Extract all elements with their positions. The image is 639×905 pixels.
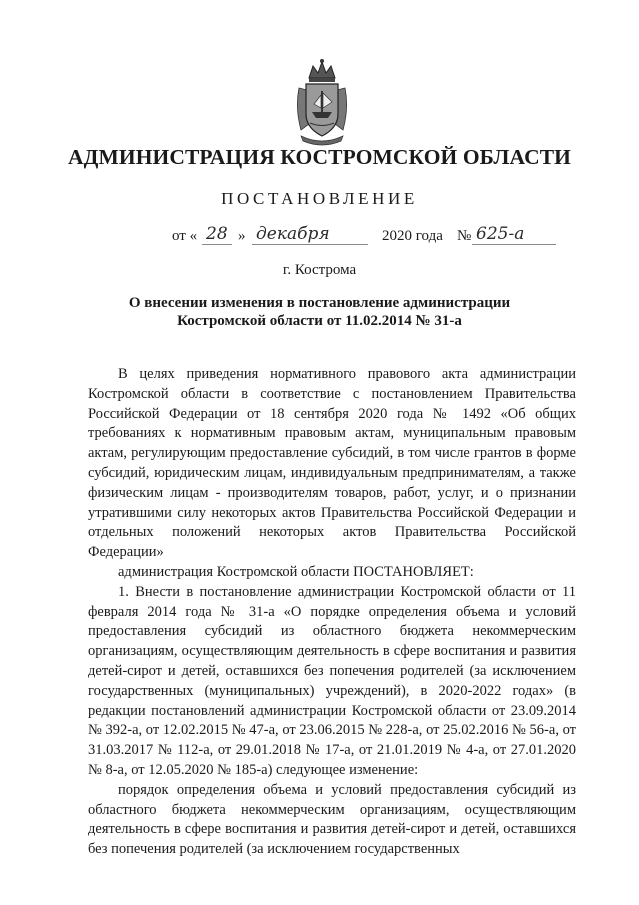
city: г. Кострома <box>282 262 357 278</box>
day-underline <box>202 244 232 245</box>
date-day: 28 <box>206 224 228 244</box>
month-underline <box>252 244 368 245</box>
document-subject <box>0 294 639 330</box>
date-quote-close: » <box>238 228 246 244</box>
agency-name: АДМИНИСТРАЦИЯ КОСТРОМСКОЙ ОБЛАСТИ <box>67 145 571 169</box>
date-line <box>172 222 572 250</box>
subject-line-1: О внесении изменения в постановление администрации <box>128 295 511 311</box>
resolves-paragraph: администрация Костромской области ПОСТАНОВЛЯЕТ: <box>118 563 474 580</box>
number-sign: № <box>457 228 472 244</box>
document-body <box>88 365 576 860</box>
date-month: декабря <box>256 224 330 244</box>
date-year: 2020 года <box>382 228 443 244</box>
item-1-paragraph: 1. Внести в постановление администрации Костромской области от 11 февраля 2014 года № 31-а «О порядке определения объема и условий предоставления субсидий из областного бюджета некоммерческим организациям, осуществляющим деятельность в сфере воспитания и развития детей-сирот и детей, оставшихся без попечения родителей (за исключением государственных (муниципальных) учреждений), в 2020-2022 годах» (в редакции постановлений администрации Костромской области от 23.09.2014 № 392-а, от 12.02.2015 № 47-а, от 23.06.2015 № 228-а, от 25.02.2016 № 56-а, от 31.03.2017 № 112-а, от 29.01.2018 № 17-а, от 21.01.2019 № 4-а, от 27.01.2020 № 8-а, от 12.05.2020 № 185-а) следующее изменение: <box>88 583 576 778</box>
item-1-text-paragraph: порядок определения объема и условий предоставления субсидий из областного бюджета некоммерческим организациям, осуществляющим деятельность в сфере воспитания и развития детей-сирот и детей, оставшихся без попечения родителей (за исключением государственных <box>88 781 576 858</box>
coat-of-arms-icon <box>291 58 353 146</box>
number-underline <box>472 244 556 245</box>
document-type: ПОСТАНОВЛЕНИЕ <box>221 189 418 208</box>
subject-line-2: Костромской области от 11.02.2014 № 31-а <box>177 313 462 329</box>
preamble-paragraph: В целях приведения нормативного правового акта администрации Костромской области в соответствие с постановлением Правительства Российской Федерации от 18 сентября 2020 года № 1492 «Об общих требованиях к нормативным правовым актам, муниципальным правовым актам, регулирующим предоставление субсидий, в том числе грантов в форме субсидий, юридическим лицам, индивидуальным предпринимателям, а также физическим лицам - производителям товаров, работ, услуг, и о признании утратившими силу некоторых актов Правительства Российской Федерации и отдельных положений некоторых актов Правительства Российской Федерации» <box>88 366 576 561</box>
date-prefix: от « <box>172 228 198 244</box>
document-number: 625-а <box>476 224 525 244</box>
